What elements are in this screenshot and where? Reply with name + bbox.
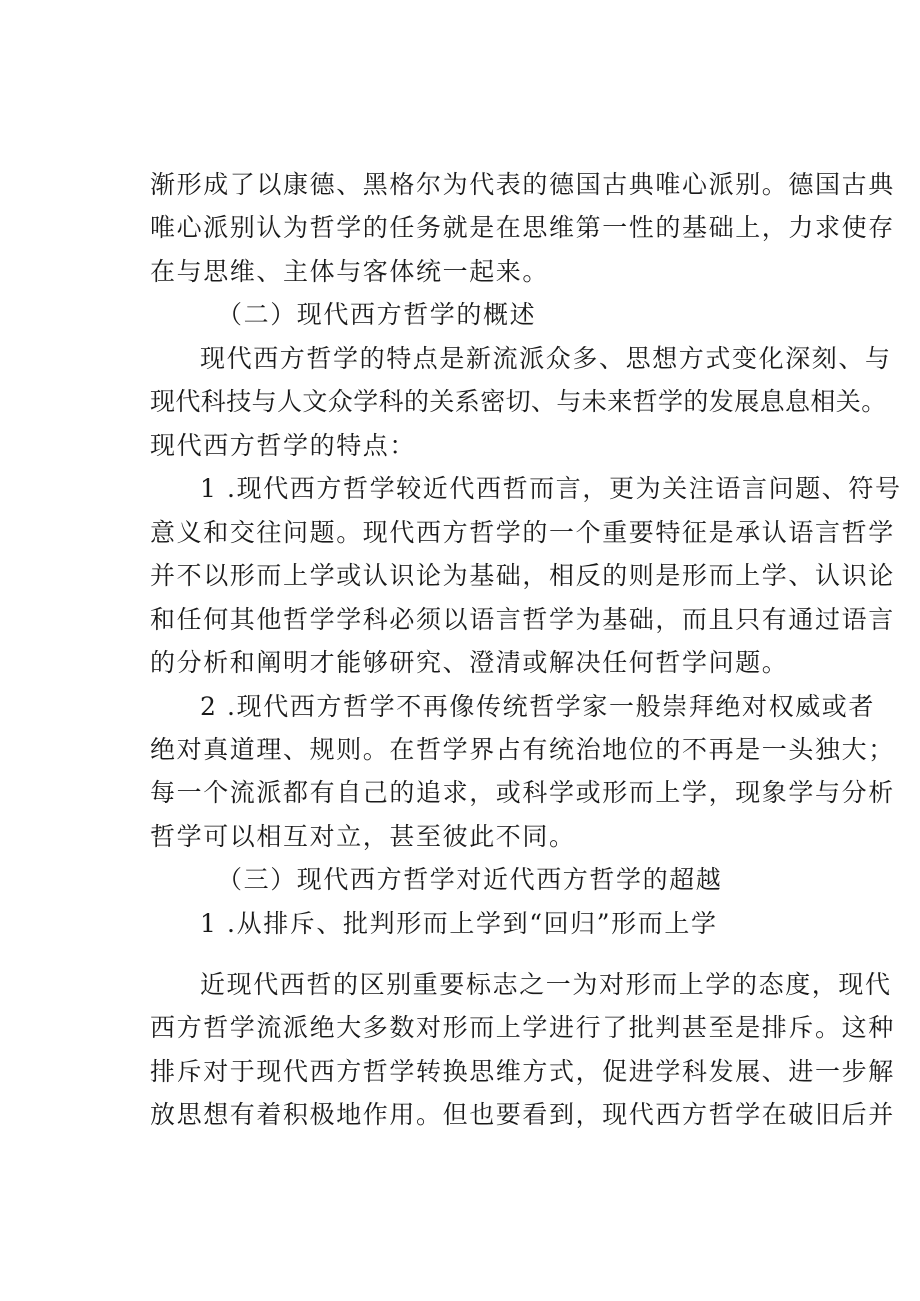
list-item-line: 绝对真道理、规则。在哲学界占有统治地位的不再是一头独大； — [150, 735, 895, 764]
section-heading: （二）现代西方哲学的概述 — [217, 300, 537, 329]
paragraph-line: 唯心派别认为哲学的任务就是在思维第一性的基础上，力求使存 — [150, 213, 895, 242]
list-item-line: 每一个流派都有自己的追求，或科学或形而上学，现象学与分析 — [150, 778, 895, 807]
subsection-heading: 1 .从排斥、批判形而上学到“回归”形而上学 — [200, 909, 718, 938]
list-item-line: 的分析和阐明才能够研究、澄清或解决任何哲学问题。 — [150, 648, 789, 677]
list-item-line: 意义和交往问题。现代西方哲学的一个重要特征是承认语言哲学 — [150, 518, 895, 547]
paragraph-line: 现代西方哲学的特点是新流派众多、思想方式变化深刻、与 — [200, 344, 892, 373]
paragraph-line: 近现代西哲的区别重要标志之一为对形而上学的态度，现代 — [200, 970, 892, 999]
paragraph-line: 在与思维、主体与客体统一起来。 — [150, 257, 550, 286]
section-heading: （三）现代西方哲学对近代西方哲学的超越 — [217, 865, 723, 894]
paragraph-line: 放思想有着积极地作用。但也要看到，现代西方哲学在破旧后并 — [150, 1100, 895, 1129]
list-item-line: 和任何其他哲学学科必须以语言哲学为基础，而且只有通过语言 — [150, 605, 895, 634]
list-item-line: 并不以形而上学或认识论为基础，相反的则是形而上学、认识论 — [150, 561, 895, 590]
list-item-line: 1 .现代西方哲学较近代西哲而言，更为关注语言问题、符号 — [200, 474, 902, 503]
paragraph-line: 西方哲学流派绝大多数对形而上学进行了批判甚至是排斥。这种 — [150, 1013, 895, 1042]
paragraph-line: 渐形成了以康德、黑格尔为代表的德国古典唯心派别。德国古典 — [150, 170, 895, 199]
paragraph-line: 现代科技与人文众学科的关系密切、与未来哲学的发展息息相关。 — [150, 387, 887, 416]
list-item-line: 2 .现代西方哲学不再像传统哲学家一般崇拜绝对权威或者 — [200, 692, 876, 721]
paragraph-line: 现代西方哲学的特点： — [150, 431, 417, 460]
list-item-line: 哲学可以相互对立，甚至彼此不同。 — [150, 822, 576, 851]
paragraph-line: 排斥对于现代西方哲学转换思维方式，促进学科发展、进一步解 — [150, 1057, 895, 1086]
